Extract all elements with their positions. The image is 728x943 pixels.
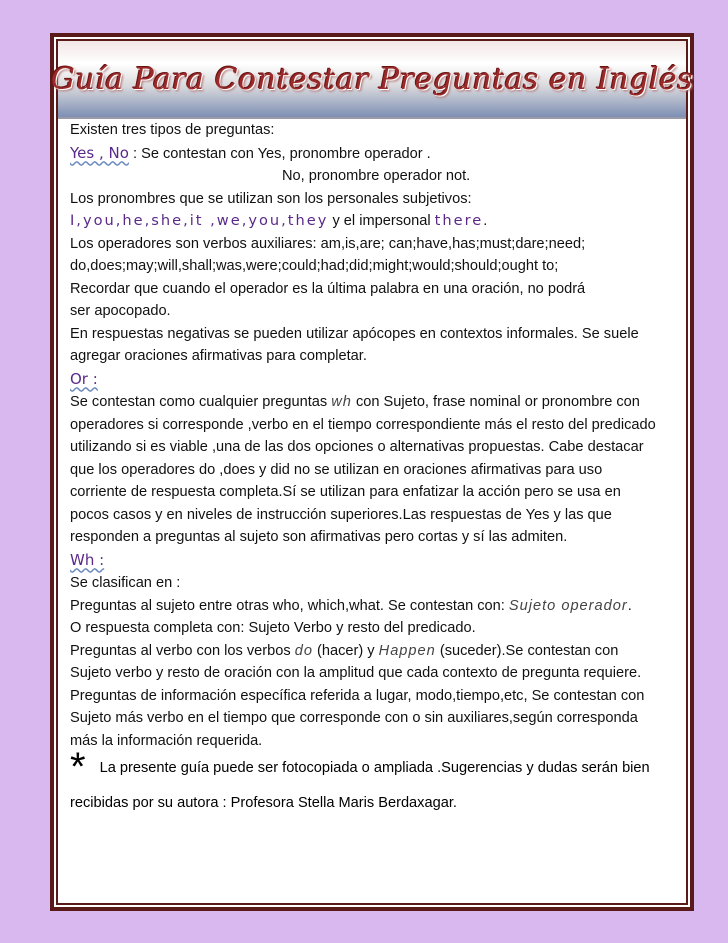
negative-line-2: agregar oraciones afirmativas para completar. (70, 348, 367, 364)
asterisk-icon: * (70, 745, 86, 789)
wh-heading: Wh : (70, 550, 105, 569)
wh-line-4c: (suceder).Se contestan con (439, 642, 619, 659)
wh-line-4-do: do (294, 642, 313, 659)
or-line-7: responden a preguntas al sujeto son afirmativas pero cortas y sí las admiten. (70, 529, 568, 545)
or-line-1 (70, 391, 686, 414)
wh-line-4a: Preguntas al verbo con los verbos (70, 642, 291, 659)
wh-line-4b: (hacer) y (317, 642, 375, 659)
wh-line-3: O respuesta completa con: Sujeto Verbo y resto del predicado. (70, 620, 476, 636)
yesno-line-2: No, pronombre operador not. (282, 168, 471, 184)
wh-line-2-emph: Sujeto operador (508, 597, 628, 614)
document-body (70, 119, 686, 752)
footer-line-1 (70, 745, 686, 789)
footer-text-1: La presente guía puede ser fotocopiada o ampliada .Sugerencias y dudas serán bien (99, 760, 650, 776)
or-line-1a: Se contestan como cualquier preguntas (70, 394, 328, 410)
or-line-5: corriente de respuesta completa.Sí se utilizan para enfatizar la acción pero se usa en (70, 484, 621, 500)
yesno-line (70, 142, 686, 166)
document-page (50, 33, 694, 911)
wh-line-7: Sujeto más verbo en el tiempo que corresponde con o sin auxiliares,según corresponda (70, 710, 638, 726)
wh-line-2a: Preguntas al sujeto entre otras who, which,what. Se contestan con: (70, 597, 505, 614)
wh-line-4-happen: Happen (378, 642, 436, 659)
yesno-text: : Se contestan con Yes, pronombre operador . (132, 145, 431, 162)
operators-line-2: do,does;may;will,shall;was,were;could;had;did;might;would;should;ought to; (70, 258, 559, 274)
title-banner (50, 41, 694, 119)
footer-line-2: recibidas por su autora : Profesora Stella Maris Berdaxagar. (70, 795, 457, 811)
or-heading: Or : (70, 369, 98, 388)
wh-heading-line (70, 549, 686, 573)
pronouns-list-line (70, 210, 686, 233)
or-line-6: pocos casos y en niveles de instrucción superiores.Las respuestas de Yes y las que (70, 506, 612, 523)
pronouns-list: I,you,he,she,it ,we,you,they (70, 212, 329, 229)
wh-line-2 (70, 595, 686, 618)
or-line-3: utilizando si es viable ,una de las dos opciones o alternativas propuestas. Cabe destacar (70, 439, 644, 455)
or-heading-line (70, 368, 686, 392)
recordar-line-2: ser apocopado. (70, 303, 171, 319)
pronoun-there: there (434, 212, 484, 229)
negative-line-1: En respuestas negativas se pueden utilizar apócopes en contextos informales. Se suele (70, 325, 639, 342)
pronoun-there-end: . (483, 213, 488, 229)
pronouns-and: y el impersonal (332, 213, 431, 229)
wh-line-5: Sujeto verbo y resto de oración con la amplitud que cada contexto de pregunta requiere. (70, 665, 642, 681)
wh-line-6: Preguntas de información específica referida a lugar, modo,tiempo,etc, Se contestan con (70, 687, 645, 704)
wh-line-8: más la información requerida. (70, 732, 263, 749)
yesno-heading: Yes , No (70, 143, 129, 162)
intro-line: Existen tres tipos de preguntas: (70, 122, 275, 138)
or-line-1b: con Sujeto, frase nominal or pronombre con (355, 394, 640, 410)
document-title: Guía Para Contestar Preguntas en Inglés (50, 61, 694, 97)
wh-line-1: Se clasifican en : (70, 575, 181, 591)
wh-line-2b: . (627, 597, 632, 614)
recordar-line-1: Recordar que cuando el operador es la última palabra en una oración, no podrá (70, 280, 586, 297)
or-line-4: que los operadores do ,does y did no se utilizan en oraciones afirmativas para uso (70, 461, 603, 478)
operators-line-1: Los operadores son verbos auxiliares: am,is,are; can;have,has;must;dare;need; (70, 235, 586, 252)
footer-note (70, 745, 686, 815)
or-line-2: operadores si corresponde ,verbo en el tiempo correspondiente más el resto del predicado (70, 416, 656, 433)
pronouns-line: Los pronombres que se utilizan son los personales subjetivos: (70, 190, 472, 207)
wh-line-4 (70, 640, 686, 663)
or-line-1-wh: wh (331, 394, 352, 410)
